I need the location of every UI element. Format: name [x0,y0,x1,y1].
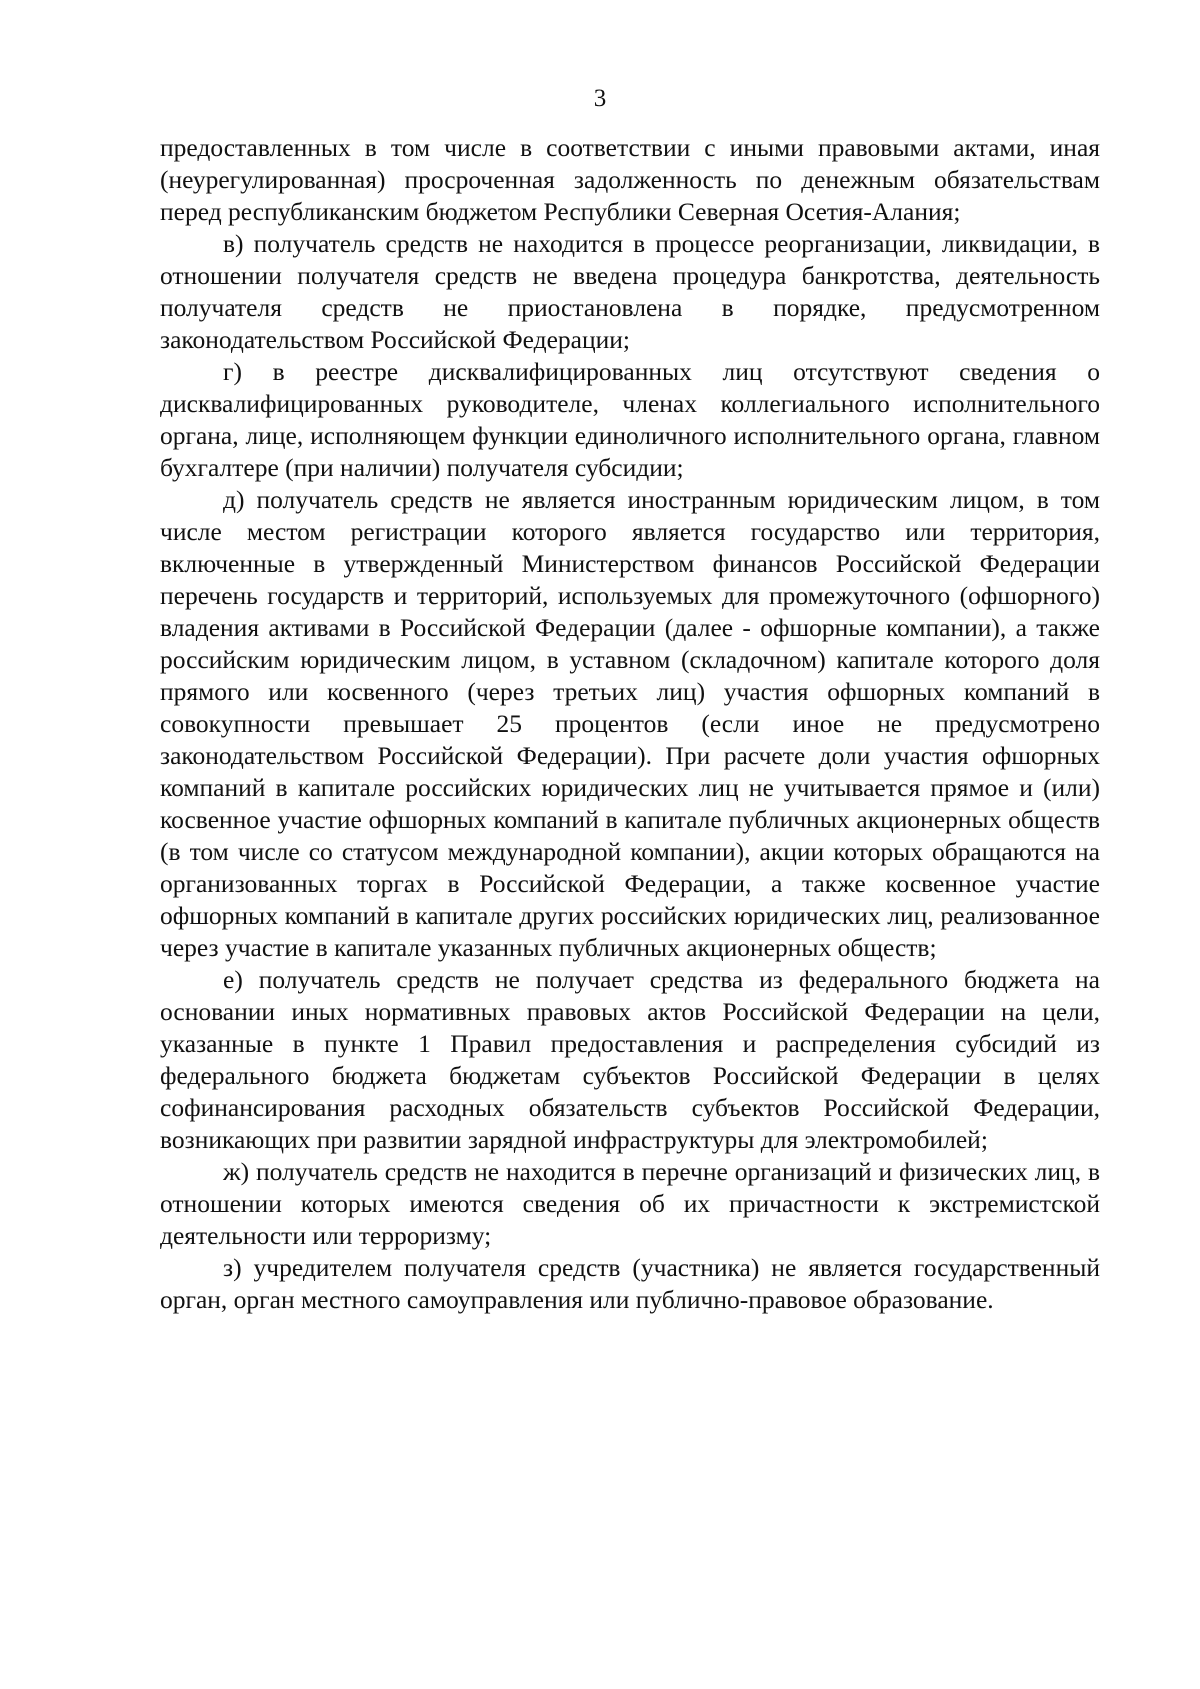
paragraph-item-g: г) в реестре дисквалифицированных лиц отсутствуют сведения о дисквалифицированных руководителе, членах коллегиального исполнительного органа, лице, исполняющем функции единоличного исполнительного органа, главном бухгалтере (при наличии) получателя субсидии; [160,357,1100,482]
document-body [160,132,1100,1316]
page-number: 3 [593,85,607,112]
paragraph-item-v: в) получатель средств не находится в процессе реорганизации, ликвидации, в отношении получателя средств не введена процедура банкротства, деятельность получателя средств не приостановлена в порядке, предусмотренном законодательством Российской Федерации; [160,229,1100,354]
paragraph-item-zh: ж) получатель средств не находится в перечне организаций и физических лиц, в отношении которых имеются сведения об их причастности к экстремистской деятельности или терроризму; [160,1157,1100,1250]
paragraph-item-z: з) учредителем получателя средств (участника) не является государственный орган, орган местного самоуправления или публично-правовое образование. [160,1253,1100,1314]
paragraph-continuation: предоставленных в том числе в соответствии с иными правовыми актами, иная (неурегулированная) просроченная задолженность по денежным обязательствам перед республиканским бюджетом Республики Северная Осетия-Алания; [160,133,1100,226]
paragraph-item-e: е) получатель средств не получает средства из федерального бюджета на основании иных нормативных правовых актов Российской Федерации на цели, указанные в пункте 1 Правил предоставления и распределения субсидий из федерального бюджета бюджетам субъектов Российской Федерации в целях софинансирования расходных обязательств субъектов Российской Федерации, возникающих при развитии зарядной инфраструктуры для электромобилей; [160,965,1100,1154]
paragraph-item-d: д) получатель средств не является иностранным юридическим лицом, в том числе местом регистрации которого является государство или территория, включенные в утвержденный Министерством финансов Российской Федерации перечень государств и территорий, используемых для промежуточного (офшорного) владения активами в Российской Федерации (далее - офшорные компании), а также российским юридическим лицом, в уставном (складочном) капитале которого доля прямого или косвенного (через третьих лиц) участия офшорных компаний в совокупности превышает 25 процентов (если иное не предусмотрено законодательством Российской Федерации). При расчете доли участия офшорных компаний в капитале российских юридических лиц не учитывается прямое и (или) косвенное участие офшорных компаний в капитале публичных акционерных обществ (в том числе со статусом международной компании), акции которых обращаются на организованных торгах в Российской Федерации, а также косвенное участие офшорных компаний в капитале других российских юридических лиц, реализованное через участие в капитале указанных публичных акционерных обществ; [160,485,1100,962]
